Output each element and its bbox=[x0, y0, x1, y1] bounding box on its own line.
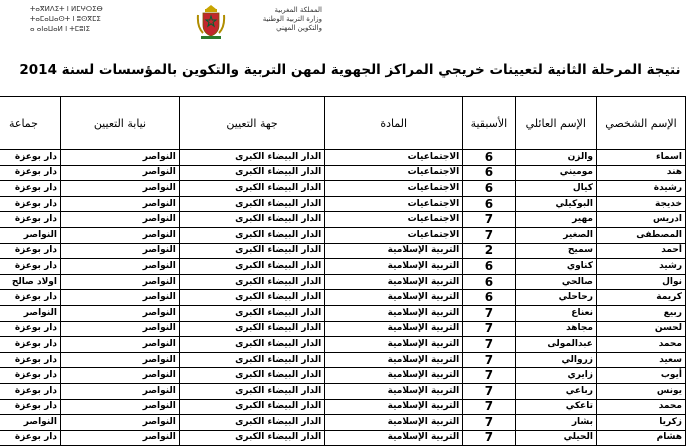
subject-cell: التربية الإسلامية bbox=[325, 259, 463, 275]
subject-cell: التربية الإسلامية bbox=[325, 337, 463, 353]
commune-cell: دار بوعزة bbox=[0, 181, 60, 197]
commune-cell: دار بوعزة bbox=[0, 196, 60, 212]
table-header-row bbox=[0, 97, 686, 150]
last-name-cell: رحاحلي bbox=[515, 290, 596, 306]
subject-cell: التربية الإسلامية bbox=[325, 305, 463, 321]
letterhead bbox=[0, 0, 700, 58]
last-name-cell: الحيلي bbox=[515, 430, 596, 446]
province-cell: النواصر bbox=[60, 305, 179, 321]
table-row bbox=[0, 150, 686, 166]
table-row bbox=[0, 243, 686, 259]
last-name-cell: صالحي bbox=[515, 274, 596, 290]
priority-cell: 7 bbox=[463, 212, 515, 228]
last-name-cell: كناوي bbox=[515, 259, 596, 275]
priority-cell: 7 bbox=[463, 415, 515, 431]
first-name-cell: محمد bbox=[596, 337, 685, 353]
destination-cell: الدار البيضاء الكبرى bbox=[179, 243, 324, 259]
commune-cell: دار بوعزة bbox=[0, 150, 60, 166]
commune-cell: دار بوعزة bbox=[0, 368, 60, 384]
destination-cell: الدار البيضاء الكبرى bbox=[179, 368, 324, 384]
priority-cell: 7 bbox=[463, 399, 515, 415]
last-name-cell: سميح bbox=[515, 243, 596, 259]
table-row bbox=[0, 352, 686, 368]
commune-cell: دار بوعزة bbox=[0, 383, 60, 399]
province-cell: النواصر bbox=[60, 383, 179, 399]
first-name-cell: زكريا bbox=[596, 415, 685, 431]
province-cell: النواصر bbox=[60, 212, 179, 228]
last-name-cell: نعناع bbox=[515, 305, 596, 321]
header-commune: جماعة bbox=[0, 97, 60, 150]
subject-cell: الاجتماعيات bbox=[325, 196, 463, 212]
province-cell: النواصر bbox=[60, 290, 179, 306]
first-name-cell: أحمد bbox=[596, 243, 685, 259]
table-row bbox=[0, 274, 686, 290]
subject-cell: الاجتماعيات bbox=[325, 212, 463, 228]
first-name-cell: اسماء bbox=[596, 150, 685, 166]
table-row bbox=[0, 321, 686, 337]
subject-cell: الاجتماعيات bbox=[325, 165, 463, 181]
province-cell: النواصر bbox=[60, 181, 179, 197]
province-cell: النواصر bbox=[60, 259, 179, 275]
destination-cell: الدار البيضاء الكبرى bbox=[179, 399, 324, 415]
table-row bbox=[0, 399, 686, 415]
priority-cell: 6 bbox=[463, 274, 515, 290]
subject-cell: الاجتماعيات bbox=[325, 181, 463, 197]
morocco-coat-of-arms-icon bbox=[196, 3, 226, 41]
table-row bbox=[0, 337, 686, 353]
first-name-cell: محمد bbox=[596, 399, 685, 415]
destination-cell: الدار البيضاء الكبرى bbox=[179, 212, 324, 228]
last-name-cell: زروالي bbox=[515, 352, 596, 368]
destination-cell: الدار البيضاء الكبرى bbox=[179, 305, 324, 321]
ministry-line: المملكة المغربية bbox=[274, 6, 322, 14]
first-name-cell: رشيدة bbox=[596, 181, 685, 197]
first-name-cell: سعيد bbox=[596, 352, 685, 368]
last-name-cell: رباعي bbox=[515, 383, 596, 399]
priority-cell: 7 bbox=[463, 383, 515, 399]
page-title: نتيجة المرحلة الثانية لتعيينات خريجي المراكز الجهوية لمهن التربية والتكوين بالمؤسسات لسنة 2014 bbox=[19, 62, 681, 78]
first-name-cell: نوال bbox=[596, 274, 685, 290]
province-cell: النواصر bbox=[60, 399, 179, 415]
subject-cell: التربية الإسلامية bbox=[325, 352, 463, 368]
ministry-line: والتكوين المهني bbox=[276, 24, 322, 32]
first-name-cell: يونس bbox=[596, 383, 685, 399]
table-row bbox=[0, 430, 686, 446]
subject-cell: التربية الإسلامية bbox=[325, 368, 463, 384]
province-cell: النواصر bbox=[60, 415, 179, 431]
province-cell: النواصر bbox=[60, 337, 179, 353]
header-destination: جهة التعيين bbox=[179, 97, 324, 150]
destination-cell: الدار البيضاء الكبرى bbox=[179, 290, 324, 306]
destination-cell: الدار البيضاء الكبرى bbox=[179, 430, 324, 446]
table-row bbox=[0, 383, 686, 399]
commune-cell: اولاد صالح bbox=[0, 274, 60, 290]
table-row bbox=[0, 259, 686, 275]
last-name-cell: البوكيلي bbox=[515, 196, 596, 212]
header-province: نيابة التعيين bbox=[60, 97, 179, 150]
first-name-cell: أيوب bbox=[596, 368, 685, 384]
table-row bbox=[0, 196, 686, 212]
last-name-cell: الصغير bbox=[515, 227, 596, 243]
destination-cell: الدار البيضاء الكبرى bbox=[179, 227, 324, 243]
ministry-name bbox=[232, 6, 322, 33]
commune-cell: دار بوعزة bbox=[0, 212, 60, 228]
first-name-cell: المصطفى bbox=[596, 227, 685, 243]
header-first-name: الإسم الشخصي bbox=[596, 97, 685, 150]
first-name-cell: خديجة bbox=[596, 196, 685, 212]
priority-cell: 7 bbox=[463, 227, 515, 243]
destination-cell: الدار البيضاء الكبرى bbox=[179, 181, 324, 197]
destination-cell: الدار البيضاء الكبرى bbox=[179, 337, 324, 353]
last-name-cell: مهير bbox=[515, 212, 596, 228]
table-row bbox=[0, 165, 686, 181]
destination-cell: الدار البيضاء الكبرى bbox=[179, 165, 324, 181]
province-cell: النواصر bbox=[60, 243, 179, 259]
last-name-cell: بشار bbox=[515, 415, 596, 431]
commune-cell: النواصر bbox=[0, 227, 60, 243]
subject-cell: التربية الإسلامية bbox=[325, 290, 463, 306]
commune-cell: دار بوعزة bbox=[0, 165, 60, 181]
subject-cell: الاجتماعيات bbox=[325, 150, 463, 166]
destination-cell: الدار البيضاء الكبرى bbox=[179, 196, 324, 212]
commune-cell: دار بوعزة bbox=[0, 399, 60, 415]
tifinagh-ministry-name bbox=[30, 4, 200, 34]
assignments-table bbox=[0, 96, 686, 446]
tifinagh-line: ⵜⴰⵎⴰⵡⴰⵙⵜ ⵏ ⵓⵙⴳⵎⵉ bbox=[30, 15, 101, 23]
province-cell: النواصر bbox=[60, 165, 179, 181]
commune-cell: دار بوعزة bbox=[0, 259, 60, 275]
last-name-cell: موميني bbox=[515, 165, 596, 181]
table-row bbox=[0, 181, 686, 197]
province-cell: النواصر bbox=[60, 352, 179, 368]
priority-cell: 7 bbox=[463, 305, 515, 321]
subject-cell: الاجتماعيات bbox=[325, 227, 463, 243]
province-cell: النواصر bbox=[60, 368, 179, 384]
subject-cell: التربية الإسلامية bbox=[325, 321, 463, 337]
priority-cell: 7 bbox=[463, 368, 515, 384]
priority-cell: 7 bbox=[463, 430, 515, 446]
last-name-cell: تاعكي bbox=[515, 399, 596, 415]
first-name-cell: لحسن bbox=[596, 321, 685, 337]
destination-cell: الدار البيضاء الكبرى bbox=[179, 259, 324, 275]
first-name-cell: هشام bbox=[596, 430, 685, 446]
subject-cell: التربية الإسلامية bbox=[325, 430, 463, 446]
last-name-cell: عبدالمولى bbox=[515, 337, 596, 353]
priority-cell: 6 bbox=[463, 181, 515, 197]
priority-cell: 6 bbox=[463, 196, 515, 212]
last-name-cell: زايري bbox=[515, 368, 596, 384]
table-row bbox=[0, 415, 686, 431]
commune-cell: دار بوعزة bbox=[0, 321, 60, 337]
first-name-cell: هند bbox=[596, 165, 685, 181]
last-name-cell: كيال bbox=[515, 181, 596, 197]
table-row bbox=[0, 290, 686, 306]
priority-cell: 7 bbox=[463, 352, 515, 368]
table-row bbox=[0, 227, 686, 243]
commune-cell: النواصر bbox=[0, 305, 60, 321]
subject-cell: التربية الإسلامية bbox=[325, 415, 463, 431]
table-row bbox=[0, 368, 686, 384]
ministry-line: وزارة التربية الوطنية bbox=[262, 15, 322, 23]
commune-cell: دار بوعزة bbox=[0, 243, 60, 259]
priority-cell: 6 bbox=[463, 150, 515, 166]
province-cell: النواصر bbox=[60, 150, 179, 166]
province-cell: النواصر bbox=[60, 227, 179, 243]
priority-cell: 6 bbox=[463, 290, 515, 306]
last-name-cell: مجاهد bbox=[515, 321, 596, 337]
province-cell: النواصر bbox=[60, 274, 179, 290]
destination-cell: الدار البيضاء الكبرى bbox=[179, 352, 324, 368]
subject-cell: التربية الإسلامية bbox=[325, 399, 463, 415]
header-subject: المادة bbox=[325, 97, 463, 150]
last-name-cell: والزن bbox=[515, 150, 596, 166]
subject-cell: التربية الإسلامية bbox=[325, 243, 463, 259]
table-row bbox=[0, 305, 686, 321]
commune-cell: دار بوعزة bbox=[0, 430, 60, 446]
commune-cell: دار بوعزة bbox=[0, 337, 60, 353]
header-last-name: الإسم العائلي bbox=[515, 97, 596, 150]
commune-cell: دار بوعزة bbox=[0, 352, 60, 368]
first-name-cell: كريمة bbox=[596, 290, 685, 306]
priority-cell: 6 bbox=[463, 165, 515, 181]
priority-cell: 6 bbox=[463, 259, 515, 275]
first-name-cell: ادريس bbox=[596, 212, 685, 228]
first-name-cell: رشيد bbox=[596, 259, 685, 275]
tifinagh-line: ⵜⴰⴳⵍⴷⵉⵜ ⵏ ⵍⵎⵖⵔⵉⴱ bbox=[30, 5, 103, 13]
province-cell: النواصر bbox=[60, 196, 179, 212]
destination-cell: الدار البيضاء الكبرى bbox=[179, 274, 324, 290]
priority-cell: 7 bbox=[463, 337, 515, 353]
tifinagh-line: ⴰ ⴰⵏⴰⵡⴰⵍ ⵏ ⵜⵎⵓⵏⵉ bbox=[30, 25, 91, 33]
subject-cell: التربية الإسلامية bbox=[325, 383, 463, 399]
subject-cell: التربية الإسلامية bbox=[325, 274, 463, 290]
first-name-cell: ربيع bbox=[596, 305, 685, 321]
table-row bbox=[0, 212, 686, 228]
destination-cell: الدار البيضاء الكبرى bbox=[179, 383, 324, 399]
province-cell: النواصر bbox=[60, 430, 179, 446]
header-priority: الأسبقية bbox=[463, 97, 515, 150]
priority-cell: 2 bbox=[463, 243, 515, 259]
commune-cell: النواصر bbox=[0, 415, 60, 431]
priority-cell: 7 bbox=[463, 321, 515, 337]
destination-cell: الدار البيضاء الكبرى bbox=[179, 150, 324, 166]
destination-cell: الدار البيضاء الكبرى bbox=[179, 321, 324, 337]
province-cell: النواصر bbox=[60, 321, 179, 337]
destination-cell: الدار البيضاء الكبرى bbox=[179, 415, 324, 431]
commune-cell: دار بوعزة bbox=[0, 290, 60, 306]
